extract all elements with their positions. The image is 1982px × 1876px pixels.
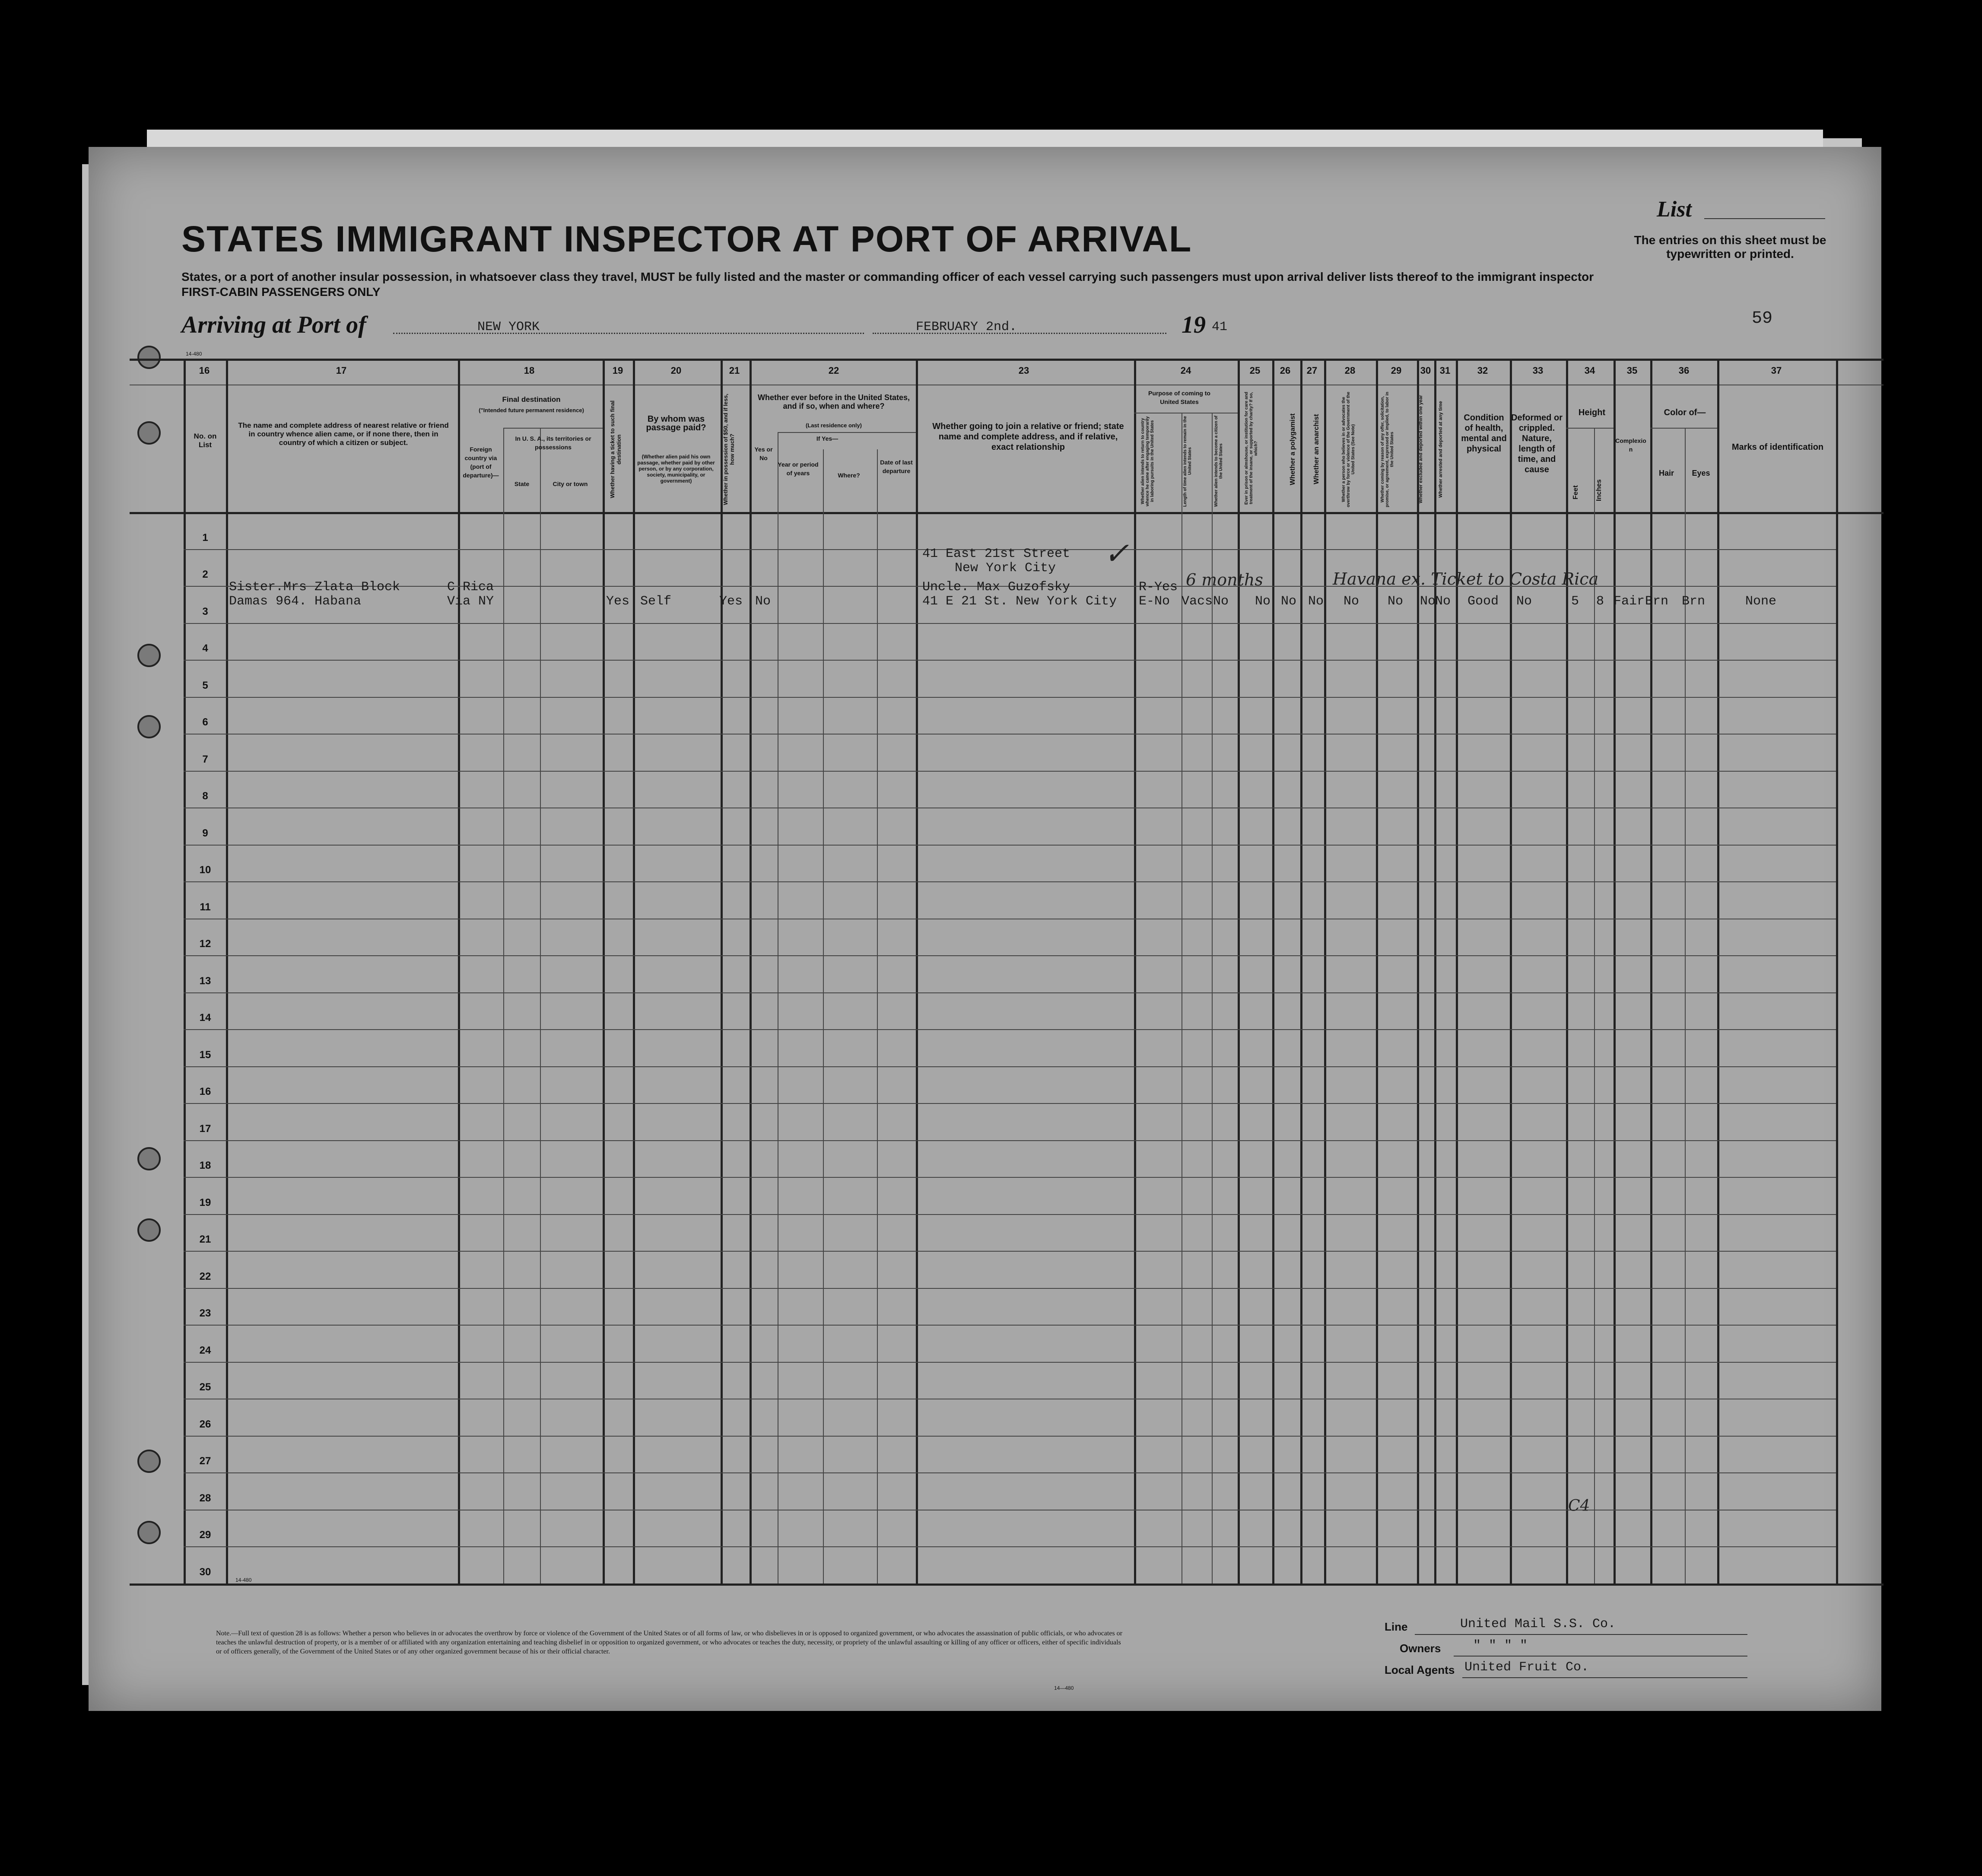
- binder-hole: [137, 421, 161, 445]
- paper-edge: [147, 130, 1823, 147]
- row-rule: [184, 1029, 1836, 1030]
- row-rule: [184, 734, 1836, 735]
- column-number: 16: [199, 365, 210, 376]
- subheader-column-rule: [1212, 413, 1213, 512]
- header-inches: Inches: [1595, 479, 1603, 502]
- handwritten-duration: 6 months: [1186, 570, 1263, 589]
- row-number: 25: [199, 1381, 211, 1393]
- column-rule: [1272, 359, 1274, 1583]
- subheader-column-rule: [1594, 428, 1595, 512]
- entry-anarchist: No: [1308, 594, 1324, 609]
- row-number: 4: [202, 642, 208, 655]
- row-rule: [184, 1177, 1836, 1178]
- subheader-column-rule: [877, 449, 878, 512]
- column-rule: [916, 359, 918, 1583]
- row-rule: [184, 697, 1836, 698]
- column-rule: [1134, 359, 1136, 1583]
- header-color-of: Color of—: [1664, 408, 1706, 417]
- column-number: 24: [1180, 365, 1191, 376]
- column-number: 37: [1771, 365, 1782, 376]
- column-number: 32: [1477, 365, 1488, 376]
- column-number: 22: [828, 365, 839, 376]
- row-number: 10: [199, 864, 211, 876]
- form-title: STATES IMMIGRANT INSPECTOR AT PORT OF ARRIVAL: [181, 219, 1192, 259]
- row-rule: [184, 1325, 1836, 1326]
- arriving-label: Arriving at Port of: [181, 312, 366, 338]
- entry-has-50: Yes: [719, 594, 743, 609]
- row-number: 19: [199, 1196, 211, 1208]
- row-number: 24: [199, 1344, 211, 1356]
- column-rule: [1212, 512, 1213, 1583]
- subheader-rule: [1566, 428, 1614, 429]
- column-rule: [1238, 359, 1240, 1583]
- row-number: 5: [202, 679, 208, 691]
- row-number: 26: [199, 1418, 211, 1430]
- header-last-departure: Date of last departure: [880, 459, 913, 474]
- header-foreign-country: Foreign country via (port of departure)—: [463, 446, 499, 479]
- column-number: 25: [1249, 365, 1261, 376]
- row-number: 14: [199, 1012, 211, 1024]
- column-number: 20: [670, 365, 682, 376]
- header-year-period: Year or period of years: [778, 461, 819, 477]
- header-state: State: [514, 480, 530, 487]
- header-purpose-return: Whether alien intends to return to country whence he came after engaging temporarily in laboring pursuits in the United States: [1140, 416, 1155, 506]
- table-form-code: 14-480: [235, 1577, 252, 1583]
- binder-hole: [137, 1450, 161, 1473]
- column-rule: [633, 359, 635, 1583]
- entry-before-in-us: No: [755, 594, 771, 609]
- row-number: 16: [199, 1086, 211, 1098]
- binder-hole: [137, 715, 161, 738]
- column-rule: [1685, 512, 1686, 1583]
- handwritten-annotation: Havana ex. Ticket to Costa Rica: [1333, 569, 1599, 588]
- column-rule: [1594, 512, 1595, 1583]
- column-number: 18: [524, 365, 535, 376]
- column-rule: [721, 359, 723, 1583]
- header-health: Condition of health, mental and physical: [1461, 413, 1507, 454]
- row-number: 29: [199, 1529, 211, 1541]
- owners-label: Owners: [1400, 1642, 1441, 1655]
- header-height: Height: [1578, 408, 1606, 417]
- entry-length-stay: Vacs: [1182, 594, 1213, 609]
- entry-hair: Brn: [1645, 594, 1669, 609]
- entry-inches: 8: [1596, 594, 1604, 609]
- row-rule: [184, 1214, 1836, 1215]
- header-final-destination-sub: ("Intended future permanent residence): [479, 407, 584, 413]
- entry-marks: None: [1745, 594, 1777, 609]
- column-rule: [1417, 359, 1419, 1583]
- row-rule: [184, 1436, 1836, 1437]
- row-number: 27: [199, 1455, 211, 1467]
- column-rule: [1717, 359, 1719, 1583]
- row-number: 11: [200, 901, 211, 913]
- check-mark: ✓: [1104, 536, 1129, 571]
- header-yes-no: Yes or No: [754, 446, 773, 461]
- date-value: FEBRUARY 2nd.: [916, 320, 1017, 334]
- column-rule: [750, 359, 752, 1583]
- list-number-line: [1704, 218, 1825, 219]
- row-rule: [184, 771, 1836, 772]
- column-rule: [1614, 359, 1616, 1583]
- owners-value: " " " ": [1473, 1638, 1528, 1653]
- row-rule: [184, 1472, 1836, 1473]
- column-number: 26: [1280, 365, 1291, 376]
- header-usa-territories: In U. S. A., its territories or possessions: [515, 435, 591, 451]
- entry-join-line1: Uncle. Max Guzofsky: [922, 580, 1070, 595]
- column-number: 31: [1439, 365, 1451, 376]
- column-number: 33: [1532, 365, 1544, 376]
- row-number: 21: [199, 1234, 211, 1246]
- row-rule: [184, 992, 1836, 993]
- typewritten-note: The entries on this sheet must be typewritten or printed.: [1634, 233, 1826, 261]
- row-number: 8: [202, 790, 208, 802]
- row-number: 28: [199, 1492, 211, 1504]
- header-purpose-citizen: Whether alien intends to become a citizen of the United States: [1214, 415, 1223, 507]
- header-city: City or town: [553, 480, 588, 487]
- header-final-destination: Final destination: [502, 395, 561, 404]
- column-rule: [226, 359, 228, 1583]
- column-number: 17: [336, 365, 347, 376]
- column-rule: [877, 512, 878, 1583]
- form-code: 14-480: [186, 351, 202, 357]
- form-sheet: [89, 147, 1881, 1711]
- entry-prison: No: [1255, 594, 1271, 609]
- header-no-on-list: No. on List: [194, 432, 217, 449]
- column-number: 36: [1678, 365, 1690, 376]
- header-prison: Ever in prison or almshouse, or institution for care and treatment of the insane, or supported by charity? If so, which?: [1244, 391, 1258, 505]
- entry-purpose-line1: R-Yes: [1139, 580, 1178, 595]
- entry-feet: 5: [1571, 594, 1579, 609]
- header-ticket: Whether having a ticket to such final destination: [609, 400, 622, 499]
- header-if-yes: If Yes—: [816, 435, 839, 442]
- entry-ticket: Yes: [606, 594, 630, 609]
- row-rule: [184, 1362, 1836, 1363]
- entry-labor-offer: No: [1388, 594, 1404, 609]
- column-number: 30: [1420, 365, 1431, 376]
- entry-foreign-line1: C.Rica: [447, 580, 494, 595]
- binder-hole: [137, 346, 161, 369]
- header-marks: Marks of identification: [1731, 442, 1824, 452]
- subheader-column-rule: [503, 428, 504, 512]
- subheader-column-rule: [823, 449, 824, 512]
- row-number: 1: [202, 531, 208, 544]
- year-value: 41: [1212, 320, 1228, 334]
- binder-hole: [137, 1218, 161, 1242]
- entry-passage-paid: Self: [640, 594, 672, 609]
- row-rule: [184, 881, 1836, 882]
- row-rule: [184, 1103, 1836, 1104]
- entry-citizen: No: [1213, 594, 1229, 609]
- stamp-mark: C4: [1568, 1497, 1590, 1515]
- header-excluded: Whether excluded and deported within one year: [1418, 395, 1423, 504]
- row-number: 18: [199, 1160, 211, 1172]
- agents-rule: [1462, 1677, 1747, 1678]
- header-going-to-join: Whether going to join a relative or friend; state name and complete address, and if relative, exact relationship: [932, 422, 1124, 452]
- entry-relative-line2: Damas 964. Habana: [229, 594, 362, 609]
- entry-join-line2: 41 E 21 St. New York City: [922, 594, 1117, 609]
- header-deformed: Deformed or crippled. Nature, length of time, and cause: [1511, 413, 1563, 474]
- row-number: 13: [199, 975, 211, 987]
- column-number: 21: [729, 365, 740, 376]
- column-rule: [1324, 359, 1326, 1583]
- entry-complexion: Fair: [1614, 594, 1645, 609]
- subheader-rule: [1650, 428, 1717, 429]
- row-rule: [184, 660, 1836, 661]
- row-number: 6: [202, 716, 208, 728]
- column-rule: [458, 359, 460, 1583]
- header-arrested: Whether arrested and deported at any time: [1438, 401, 1443, 498]
- row-number: 17: [199, 1122, 211, 1135]
- column-number: 34: [1584, 365, 1595, 376]
- port-line: [393, 333, 864, 334]
- binder-hole: [137, 1147, 161, 1170]
- entry-relative-line1: Sister.Mrs Zlata Block: [229, 580, 400, 595]
- header-purpose-length: Length of time alien intends to remain in the United States: [1183, 416, 1192, 507]
- header-complexion: Complexion: [1615, 437, 1646, 453]
- column-number: 19: [612, 365, 623, 376]
- column-rule: [1566, 359, 1568, 1583]
- column-rule: [1650, 359, 1652, 1583]
- entry-foreign-line2: Via NY: [447, 594, 494, 609]
- header-labor-offer: Whether coming by reason of any offer, solicitation, promise, or agreement, expressed or implied, to labor in the United States: [1380, 391, 1394, 507]
- header-where: Where?: [838, 472, 860, 479]
- row-number: 7: [202, 753, 208, 765]
- entry-overthrow: No: [1344, 594, 1359, 609]
- header-before-in-us-sub: (Last residence only): [805, 422, 862, 429]
- header-passage-paid-sub: (Whether alien paid his own passage, whether paid by other person, or by any corporation, society, municipality, or government): [637, 454, 715, 484]
- row-rule: [184, 845, 1836, 846]
- header-feet: Feet: [1572, 485, 1579, 500]
- row-rule: [184, 1140, 1836, 1141]
- row-number: 22: [199, 1270, 211, 1282]
- binder-hole: [137, 644, 161, 667]
- entry-row1-city: New York City: [955, 561, 1056, 576]
- column-number: 27: [1306, 365, 1318, 376]
- entry-deformed: No: [1516, 594, 1532, 609]
- column-number: 29: [1391, 365, 1402, 376]
- row-rule: [184, 955, 1836, 956]
- header-before-in-us: Whether ever before in the United States, and if so, when and where?: [757, 393, 910, 410]
- footer-form-code: 14—480: [1054, 1685, 1074, 1691]
- owners-rule: [1454, 1656, 1747, 1657]
- header-hair: Hair: [1658, 469, 1674, 477]
- row-rule: [184, 1066, 1836, 1067]
- entry-purpose-line2: E-No: [1139, 594, 1170, 609]
- column-rule: [1510, 359, 1512, 1583]
- row-rule: [184, 623, 1836, 624]
- column-rule: [540, 512, 541, 1583]
- subheader-rule: [503, 428, 603, 429]
- header-purpose: Purpose of coming to United States: [1148, 390, 1210, 405]
- header-has-50: Whether in possession of $50, and if less, how much?: [722, 394, 735, 505]
- passenger-class: FIRST-CABIN PASSENGERS ONLY: [181, 285, 381, 299]
- header-bottom-rule: [130, 512, 1884, 514]
- column-rule: [1376, 359, 1378, 1583]
- row-number: 30: [199, 1566, 211, 1578]
- entry-arrested: No: [1435, 594, 1451, 609]
- row-rule: [184, 1251, 1836, 1252]
- agents-label: Local Agents: [1385, 1663, 1455, 1676]
- column-number: 23: [1018, 365, 1029, 376]
- column-rule: [1300, 359, 1302, 1583]
- header-anarchist: Whether an anarchist: [1313, 414, 1320, 485]
- header-eyes: Eyes: [1692, 469, 1710, 477]
- column-number: 28: [1344, 365, 1356, 376]
- entry-excluded: No: [1420, 594, 1436, 609]
- column-rule: [1456, 359, 1458, 1583]
- row-number: 9: [202, 827, 208, 839]
- row-number: 23: [199, 1307, 211, 1320]
- row-rule: [184, 1288, 1836, 1289]
- entry-row1-address: 41 East 21st Street: [922, 547, 1070, 561]
- form-instructions: States, or a port of another insular possession, in whatsoever class they travel, MUST be fully listed and the master or commanding officer of each vessel carrying such passengers must upon arrival deliver lists thereof to the immigrant inspector: [181, 270, 1594, 283]
- line-value: United Mail S.S. Co.: [1460, 1617, 1616, 1631]
- column-rule: [823, 512, 824, 1583]
- column-rule: [503, 512, 504, 1583]
- table-bottom-rule: [130, 1583, 1884, 1586]
- column-rule: [1434, 359, 1436, 1583]
- entry-health: Good: [1467, 594, 1499, 609]
- line-rule: [1415, 1634, 1747, 1635]
- header-passage-paid: By whom was passage paid?: [646, 414, 706, 432]
- page-number: 59: [1752, 309, 1773, 328]
- column-rule: [603, 359, 605, 1583]
- port-value: NEW YORK: [477, 320, 540, 334]
- binder-hole: [137, 1521, 161, 1544]
- column-rule: [1836, 359, 1838, 1583]
- header-nearest-relative: The name and complete address of nearest relative or friend in country whence alien came, or if none there, then in country of which a citizen or subject.: [238, 421, 449, 447]
- footer-note: Note.—Full text of question 28 is as follows: Whether a person who believes in or advocates the overthrow by force or violence of the Government of the United States or of all forms of law, or who disbelieves in or is opposed to organized government, or who advocates the assassination of public officials, or who advocates or teaches the unlawful destruction of property, or is a member of or affiliated with any organization entertaining and teaching disbelief in or opposition to organized government, or who advocates or teaches the duty, necessity, or propriety of the unlawful assaulting or killing of any officer or officers, either of specific individuals or of officers generally, of the Government of the United States or of any other organized government because of his or their official character.: [216, 1630, 1122, 1655]
- table-top-rule: [130, 359, 1884, 361]
- line-label: Line: [1385, 1620, 1408, 1633]
- entry-polygamist: No: [1281, 594, 1297, 609]
- header-polygamist: Whether a polygamist: [1289, 413, 1296, 486]
- header-overthrow: Whether a person who believes in or advocates the overthrow by force or violence of the Government of the United States (See Note): [1341, 391, 1356, 507]
- row-number: 2: [202, 569, 208, 581]
- subheader-rule: [778, 432, 916, 433]
- list-label: List: [1657, 197, 1692, 222]
- column-number: 35: [1626, 365, 1638, 376]
- year-prefix: 19: [1182, 312, 1206, 338]
- row-rule: [184, 1546, 1836, 1547]
- row-number: 15: [199, 1049, 211, 1061]
- agents-value: United Fruit Co.: [1464, 1660, 1589, 1675]
- entry-eyes: Brn: [1682, 594, 1706, 609]
- row-number: 12: [199, 938, 211, 950]
- row-number: 3: [202, 605, 208, 617]
